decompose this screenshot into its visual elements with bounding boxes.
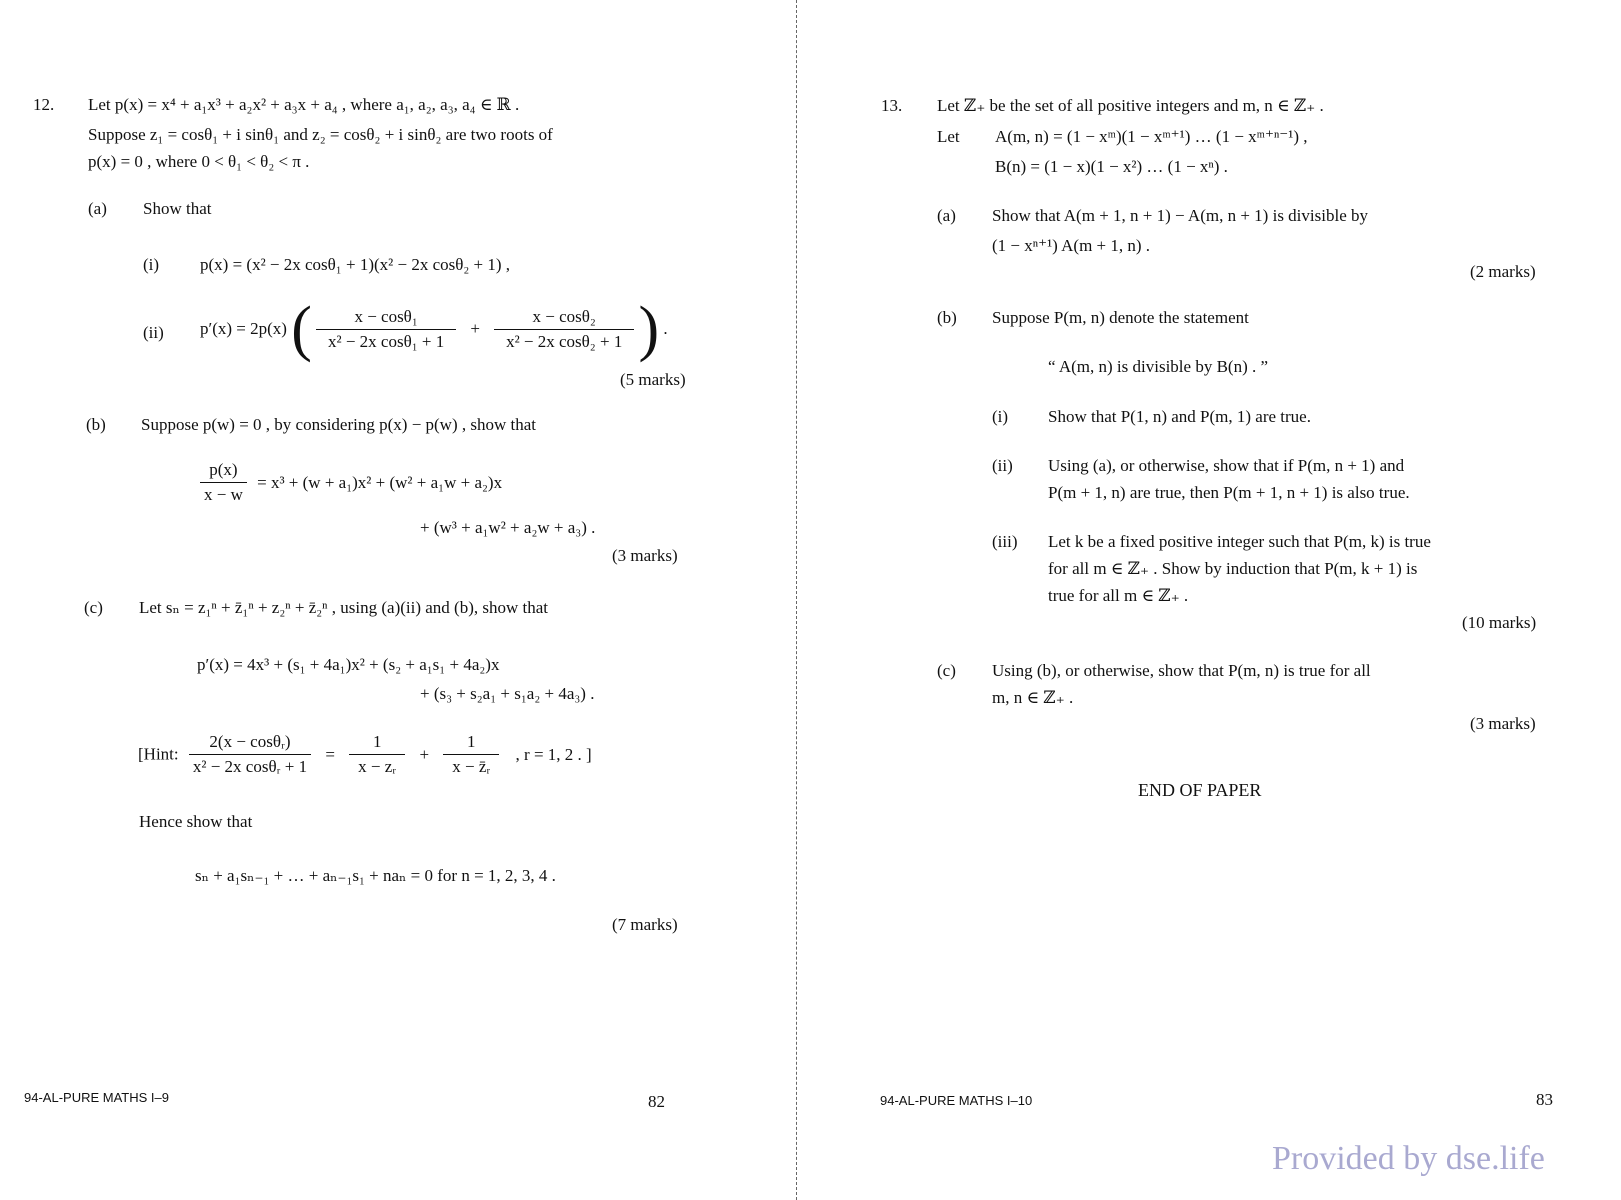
hint-open: [Hint: [138, 744, 179, 764]
fraction-denominator: x − z̄ᵣ [452, 757, 491, 776]
q12a-marks: (5 marks) [620, 370, 686, 389]
q13c-line-1: Using (b), or otherwise, show that P(m, n) is true for all [992, 661, 1371, 680]
q13b-iii-line-1: Let k be a fixed positive integer such that P(m, k) is true [1048, 532, 1431, 551]
page-number-right: 83 [1536, 1090, 1553, 1109]
q12a-label: (a) [88, 199, 107, 218]
q13b-text: Suppose P(m, n) denote the statement [992, 308, 1249, 327]
q12-line-2: Suppose z₁ = cosθ₁ + i sinθ₁ and z₂ = cosθ₂ + i sinθ₂ are two roots of [88, 125, 553, 144]
q12c-final-equation: sₙ + a₁sₙ₋₁ + … + aₙ₋₁s₁ + naₙ = 0 for n = 1, 2, 3, 4 . [195, 866, 556, 885]
q12b-text: Suppose p(w) = 0 , by considering p(x) − p(w) , show that [141, 415, 537, 434]
q12a-text: Show that [143, 199, 212, 218]
q13a-line-1: Show that A(m + 1, n + 1) − A(m, n + 1) is divisible by [992, 206, 1368, 225]
q13b-marks: (10 marks) [1462, 613, 1537, 632]
q13b-ii-line-2: P(m + 1, n) are true, then P(m + 1, n + 1) is also true. [1048, 483, 1410, 502]
q12b-marks: (3 marks) [612, 546, 678, 565]
footer-code-right: 94-AL-PURE MATHS I–10 [880, 1093, 1033, 1108]
q13-B-definition: B(n) = (1 − x)(1 − x²) … (1 − xⁿ) . [995, 157, 1228, 176]
hint-close: , r = 1, 2 . ] [515, 744, 592, 764]
q12b-label: (b) [86, 415, 106, 434]
question-12-number: 12. [33, 95, 55, 114]
q12a-i-label: (i) [143, 255, 160, 274]
left-paren: ( [291, 295, 312, 363]
q13b-iii-line-3: true for all m ∈ ℤ₊ . [1048, 586, 1189, 605]
fraction-numerator: 1 [349, 732, 405, 755]
q13c-marks: (3 marks) [1470, 714, 1536, 733]
q12c-text: Let sₙ = z₁ⁿ + z̄₁ⁿ + z₂ⁿ + z̄₂ⁿ , using (a)(ii) and (b), show that [139, 598, 549, 617]
q13b-label: (b) [937, 308, 957, 327]
q13b-ii-label: (ii) [992, 456, 1013, 475]
fraction-numerator: x − cosθ₁ [316, 307, 456, 330]
q12c-marks: (7 marks) [612, 915, 678, 934]
page-number-left: 82 [648, 1092, 665, 1111]
right-paren: ) [638, 295, 660, 363]
question-13-number: 13. [881, 96, 903, 115]
q13b-statement: “ A(m, n) is divisible by B(n) . ” [1048, 357, 1269, 376]
q12a-ii-lhs: p′(x) = 2p(x) [200, 319, 287, 338]
page-divider [796, 0, 797, 1200]
q12c-equation-line-1: p′(x) = 4x³ + (s₁ + 4a₁)x² + (s₂ + a₁s₁ + 4a₂)x [197, 655, 500, 674]
q12a-i-equation: p(x) = (x² − 2x cosθ₁ + 1)(x² − 2x cosθ₂ + 1) , [200, 255, 511, 274]
q12b-equation-line-2: + (w³ + a₁w² + a₂w + a₃) . [420, 518, 596, 537]
hint-fraction-1 [349, 732, 405, 777]
q13b-iii-line-2: for all m ∈ ℤ₊ . Show by induction that P(m, k + 1) is [1048, 559, 1418, 578]
q13-let-label: Let [937, 127, 960, 146]
equals-sign: = [325, 744, 335, 764]
watermark-text[interactable]: Provided by dse.life [1272, 1140, 1545, 1177]
q13-A-definition: A(m, n) = (1 − xᵐ)(1 − xᵐ⁺¹) … (1 − xᵐ⁺ⁿ⁻¹) , [995, 127, 1308, 146]
q13-line-1: Let ℤ₊ be the set of all positive integers and m, n ∈ ℤ₊ . [937, 96, 1324, 115]
q12b-equation-line-1 [200, 460, 502, 505]
q12a-ii-label: (ii) [143, 323, 164, 342]
footer-code-left: 94-AL-PURE MATHS I–9 [24, 1090, 169, 1105]
plus-sign: + [470, 319, 480, 338]
q12c-equation-line-2: + (s₃ + s₂a₁ + s₁a₂ + 4a₃) . [420, 684, 595, 703]
hint-fraction-lhs [189, 732, 311, 777]
q12-line-1: Let p(x) = x⁴ + a₁x³ + a₂x² + a₃x + a₄ , where a₁, a₂, a₃, a₄ ∈ ℝ . [88, 95, 520, 114]
q13a-marks: (2 marks) [1470, 262, 1536, 281]
fraction-denominator: x² − 2x cosθ₂ + 1 [506, 331, 623, 351]
plus-sign: + [419, 744, 430, 764]
period: . [663, 319, 668, 338]
q13c-line-2: m, n ∈ ℤ₊ . [992, 688, 1074, 707]
hint-fraction-2 [443, 732, 499, 777]
end-of-paper: END OF PAPER [1138, 780, 1262, 800]
q13b-ii-line-1: Using (a), or otherwise, show that if P(m, n + 1) and [1048, 456, 1405, 475]
fraction-denominator: x − zᵣ [358, 757, 397, 776]
q12c-hint [138, 732, 592, 777]
q13b-i-text: Show that P(1, n) and P(m, 1) are true. [1048, 407, 1311, 426]
q12b-rhs-1: = x³ + (w + a₁)x² + (w² + a₁w + a₂)x [257, 472, 503, 492]
q13b-i-label: (i) [992, 407, 1009, 426]
q12c-label: (c) [84, 598, 103, 617]
fraction-denominator: x − w [204, 485, 243, 504]
fraction-numerator: 1 [443, 732, 499, 755]
fraction-denominator: x² − 2x cosθ₁ + 1 [327, 331, 445, 351]
q13a-line-2: (1 − xⁿ⁺¹) A(m + 1, n) . [992, 236, 1151, 255]
fraction-numerator: p(x) [200, 460, 247, 483]
fraction-denominator: x² − 2x cosθᵣ + 1 [192, 757, 308, 776]
q13c-label: (c) [937, 661, 956, 680]
fraction-numerator: x − cosθ₂ [494, 307, 634, 330]
q12-line-3: p(x) = 0 , where 0 < θ₁ < θ₂ < π . [88, 152, 310, 171]
q12a-ii-equation [200, 295, 668, 363]
q12a-ii-fraction-2 [494, 307, 634, 352]
q12b-fraction [200, 460, 247, 505]
q12c-hence: Hence show that [139, 812, 253, 831]
q13a-label: (a) [937, 206, 956, 225]
q13b-iii-label: (iii) [992, 532, 1018, 551]
fraction-numerator: 2(x − cosθᵣ) [189, 732, 311, 755]
q12a-ii-fraction-1 [316, 307, 456, 352]
